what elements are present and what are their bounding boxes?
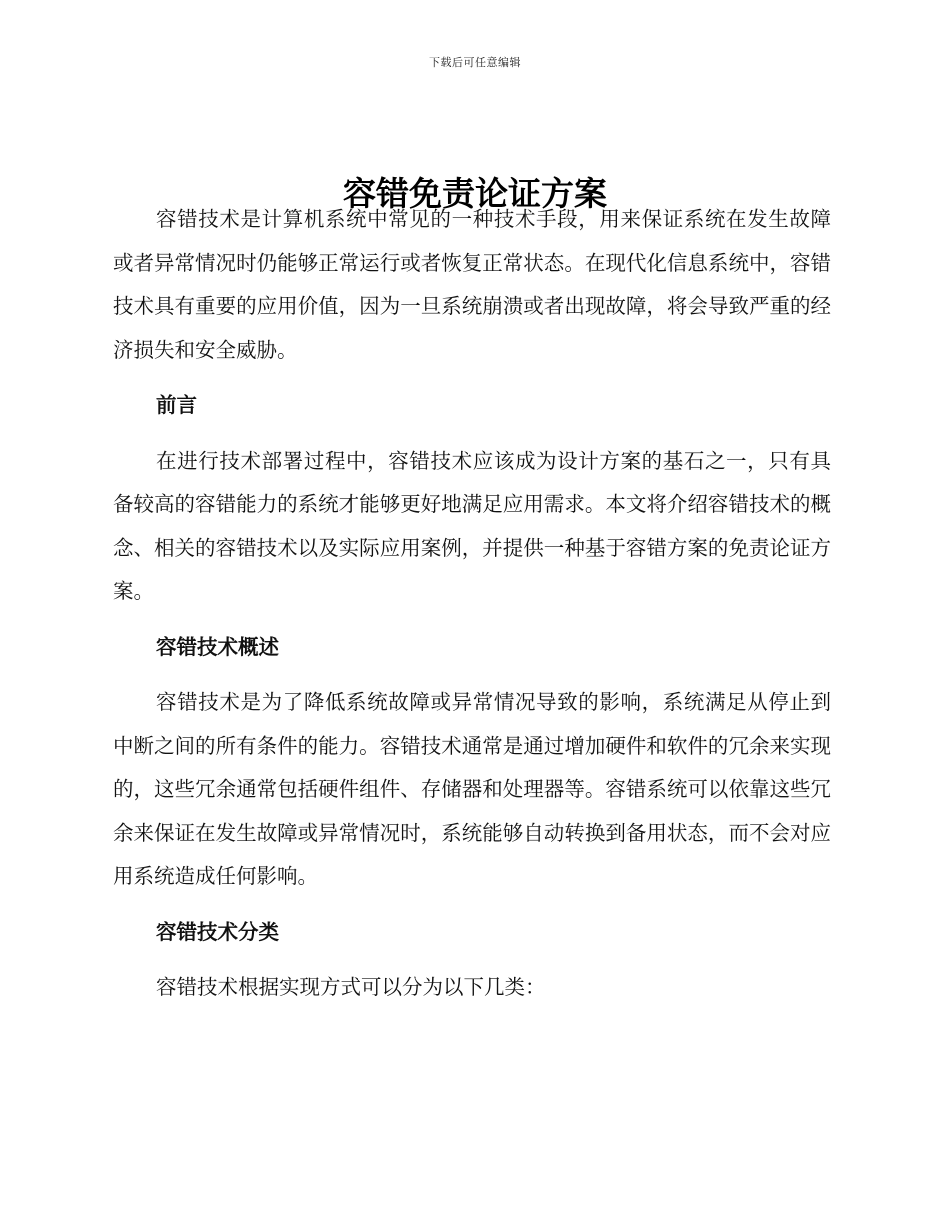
section-paragraph-overview: 容错技术是为了降低系统故障或异常情况导致的影响，系统满足从停止到中断之间的所有条件的能力。容错技术通常是通过增加硬件和软件的冗余来实现的，这些冗余通常包括硬件组件、存储器和处理器等。容错系统可以依靠这些冗余来保证在发生故障或异常情况时，系统能够自动转换到备用状态，而不会对应用系统造成任何影响。	[113, 690, 831, 888]
document-title: 容错免责论证方案	[343, 174, 607, 214]
intro-paragraph: 容错技术是计算机系统中常见的一种技术手段，用来保证系统在发生故障或者异常情况时仍能够正常运行或者恢复正常状态。在现代化信息系统中，容错技术具有重要的应用价值，因为一旦系统崩溃或者出现故障，将会导致严重的经济损失和安全威胁。	[113, 207, 831, 362]
page-header: 下载后可任意编辑	[429, 56, 521, 69]
section-heading-preface: 前言	[156, 393, 198, 417]
section-paragraph-preface: 在进行技术部署过程中，容错技术应该成为设计方案的基石之一，只有具备较高的容错能力的系统才能够更好地满足应用需求。本文将介绍容错技术的概念、相关的容错技术以及实际应用案例，并提供一种基于容错方案的免责论证方案。	[113, 448, 831, 603]
section-paragraph-classification: 容错技术根据实现方式可以分为以下几类：	[156, 975, 546, 999]
section-heading-classification: 容错技术分类	[156, 919, 280, 944]
document-body	[113, 198, 831, 1014]
section-heading-overview: 容错技术概述	[156, 634, 280, 659]
